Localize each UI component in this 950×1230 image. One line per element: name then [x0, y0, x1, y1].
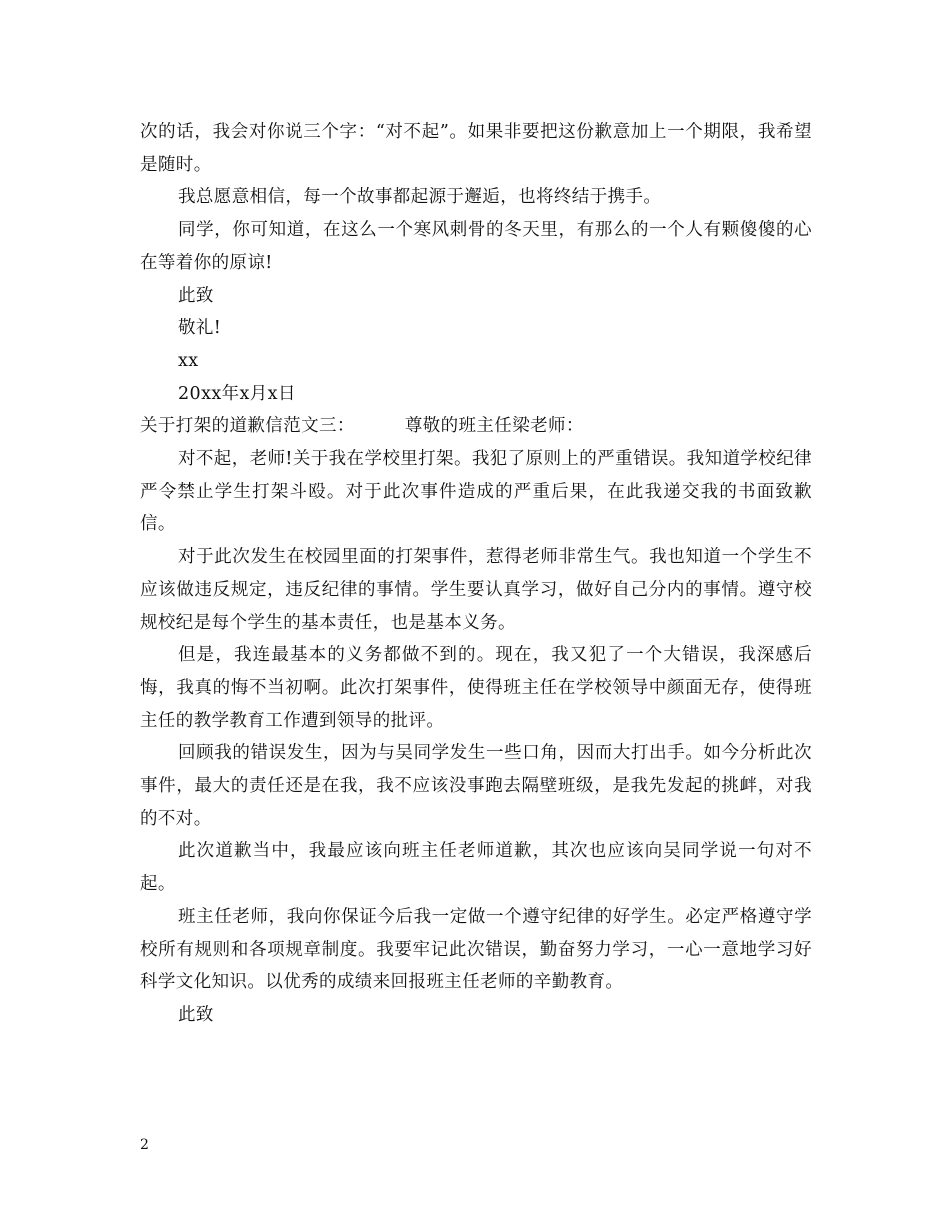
- document-body: [140, 116, 812, 1032]
- paragraph: 次的话，我会对你说三个字：“对不起”。如果非要把这份歉意加上一个期限，我希望是随时。: [140, 122, 812, 175]
- section-heading: [140, 410, 812, 443]
- closing-phrase: 此致: [178, 285, 214, 306]
- signature: xx: [178, 350, 199, 371]
- page-number: 2: [140, 1137, 149, 1153]
- section-title: 关于打架的道歉信范文三：: [140, 416, 355, 437]
- paragraph: 我总愿意相信，每一个故事都起源于邂逅，也将终结于携手。: [178, 187, 662, 208]
- closing-phrase: 此致: [178, 1004, 214, 1025]
- salutation: 尊敬的班主任梁老师：: [404, 416, 584, 437]
- closing-salute: 敬礼!: [178, 318, 222, 339]
- paragraph: 对于此次发生在校园里面的打架事件，惹得老师非常生气。我也知道一个学生不应该做违反规定，违反纪律的事情。学生要认真学习，做好自己分内的事情。遵守校规校纪是每个学生的基本责任，也是基本义务。: [140, 547, 812, 633]
- date-line: 20xx年x月x日: [178, 383, 296, 404]
- paragraph: 对不起，老师!关于我在学校里打架。我犯了原则上的严重错误。我知道学校纪律严令禁止学生打架斗殴。对于此次事件造成的严重后果，在此我递交我的书面致歉信。: [140, 449, 812, 535]
- paragraph: 班主任老师，我向你保证今后我一定做一个遵守纪律的好学生。必定严格遵守学校所有规则和各项规章制度。我要牢记此次错误，勤奋努力学习，一心一意地学习好科学文化知识。以优秀的成绩来回报班主任老师的辛勤教育。: [140, 906, 812, 993]
- paragraph: 此次道歉当中，我最应该向班主任老师道歉，其次也应该向吴同学说一句对不起。: [140, 841, 812, 895]
- paragraph: 但是，我连最基本的义务都做不到的。现在，我又犯了一个大错误，我深感后悔，我真的悔不当初啊。此次打架事件，使得班主任在学校领导中颜面无存，使得班主任的教学教育工作遭到领导的批评。: [140, 645, 812, 731]
- paragraph: 回顾我的错误发生，因为与吴同学发生一些口角，因而大打出手。如今分析此次事件，最大的责任还是在我，我不应该没事跑去隔壁班级，是我先发起的挑衅，对我的不对。: [140, 743, 812, 829]
- paragraph: 同学，你可知道，在这么一个寒风刺骨的冬天里，有那么的一个人有颗傻傻的心在等着你的原谅!: [140, 220, 812, 273]
